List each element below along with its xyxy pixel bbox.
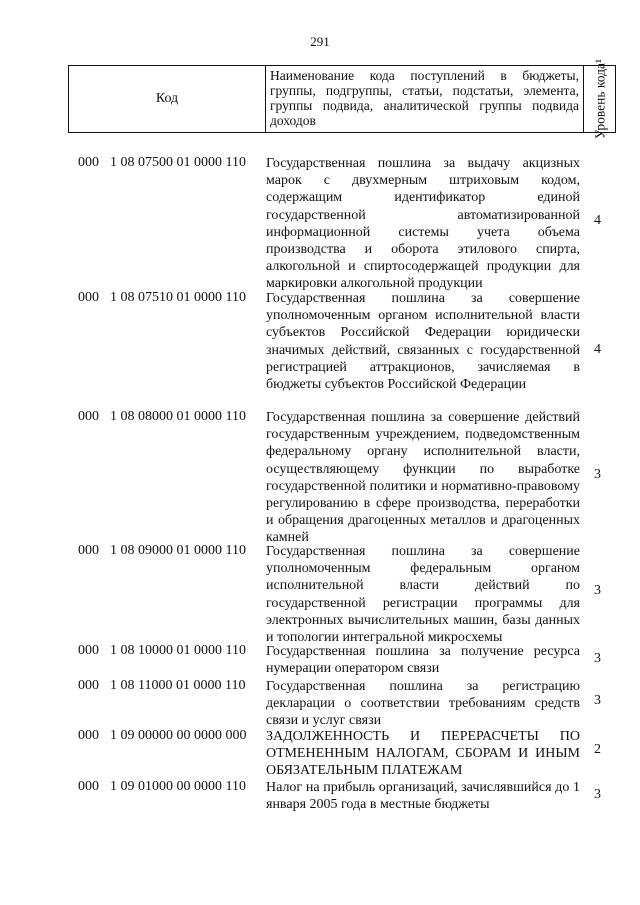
- revenue-code: 1 08 11000 01 0000 110: [110, 678, 246, 693]
- revenue-code: 1 08 07500 01 0000 110: [110, 155, 246, 170]
- table-header: [68, 58, 616, 140]
- admin-code: 000: [78, 643, 99, 658]
- level-value: 4: [594, 213, 601, 228]
- level-value: 3: [594, 651, 601, 666]
- revenue-code: 1 08 09000 01 0000 110: [110, 543, 246, 558]
- revenue-name: Государственная пошлина за выдачу акцизных марок с двухмерным штриховым кодом, содержащим идентификатор единой государственной автоматизированной информационной системы учета объема производства и оборота этилового спирта, алкогольной и спиртосодержащей продукции для маркировки алкогольной продукции: [266, 156, 580, 292]
- level-value: 2: [594, 742, 601, 757]
- revenue-name: Государственная пошлина за получение ресурса нумерации оператором связи: [266, 644, 580, 677]
- revenue-name: Государственная пошлина за совершение уполномоченным органом исполнительной власти субъектов Российской Федерации юридически значимых действий, связанных с государственной регистрацией аттракционов, зачисляемая в бюджеты субъектов Российской Федерации: [266, 291, 580, 393]
- admin-code: 000: [78, 543, 99, 558]
- admin-code: 000: [78, 728, 99, 743]
- level-value: 3: [594, 787, 601, 802]
- page-number: 291: [310, 34, 330, 49]
- header-name: Наименование кода поступлений в бюджеты, группы, подгруппы, статьи, подстатьи, элемента, группы подвида, аналитической группы подвида доходов: [266, 66, 584, 132]
- revenue-name: ЗАДОЛЖЕННОСТЬ И ПЕРЕРАСЧЕТЫ ПО ОТМЕНЕННЫМ НАЛОГАМ, СБОРАМ И ИНЫМ ОБЯЗАТЕЛЬНЫМ ПЛАТЕЖАМ: [266, 729, 580, 779]
- admin-code: 000: [78, 290, 99, 305]
- level-value: 3: [594, 693, 601, 708]
- header-code: Код: [69, 66, 266, 132]
- revenue-code: 1 08 08000 01 0000 110: [110, 409, 246, 424]
- level-value: 3: [594, 583, 601, 598]
- admin-code: 000: [78, 409, 99, 424]
- revenue-name: Государственная пошлина за совершение действий государственным учреждением, подведомственным федеральному органу исполнительной власти, осуществляющему функции по выработке государственной политики и нормативно-правовому регулированию в сфере производства, переработки и обращения драгоценных металлов и драгоценных камней: [266, 410, 580, 546]
- revenue-code: 1 09 01000 00 0000 110: [110, 779, 246, 794]
- header-level: [584, 58, 615, 140]
- revenue-name: Государственная пошлина за совершение уполномоченным федеральным органом исполнительной власти действий по государственной регистрации программы для электронных вычислительных машин, базы данных и топологии интегральной микросхемы: [266, 544, 580, 646]
- revenue-name: Государственная пошлина за регистрацию декларации о соответствии требованиям средств связи и услуг связи: [266, 679, 580, 729]
- revenue-code: 1 08 07510 01 0000 110: [110, 290, 246, 305]
- revenue-code: 1 09 00000 00 0000 000: [110, 728, 247, 743]
- revenue-name: Налог на прибыль организаций, зачислявшийся до 1 января 2005 года в местные бюджеты: [266, 780, 580, 813]
- level-value: 3: [594, 467, 601, 482]
- admin-code: 000: [78, 678, 99, 693]
- level-value: 4: [594, 342, 601, 357]
- header-level-label: Уровень кода¹: [592, 58, 607, 140]
- admin-code: 000: [78, 155, 99, 170]
- admin-code: 000: [78, 779, 99, 794]
- revenue-code: 1 08 10000 01 0000 110: [110, 643, 246, 658]
